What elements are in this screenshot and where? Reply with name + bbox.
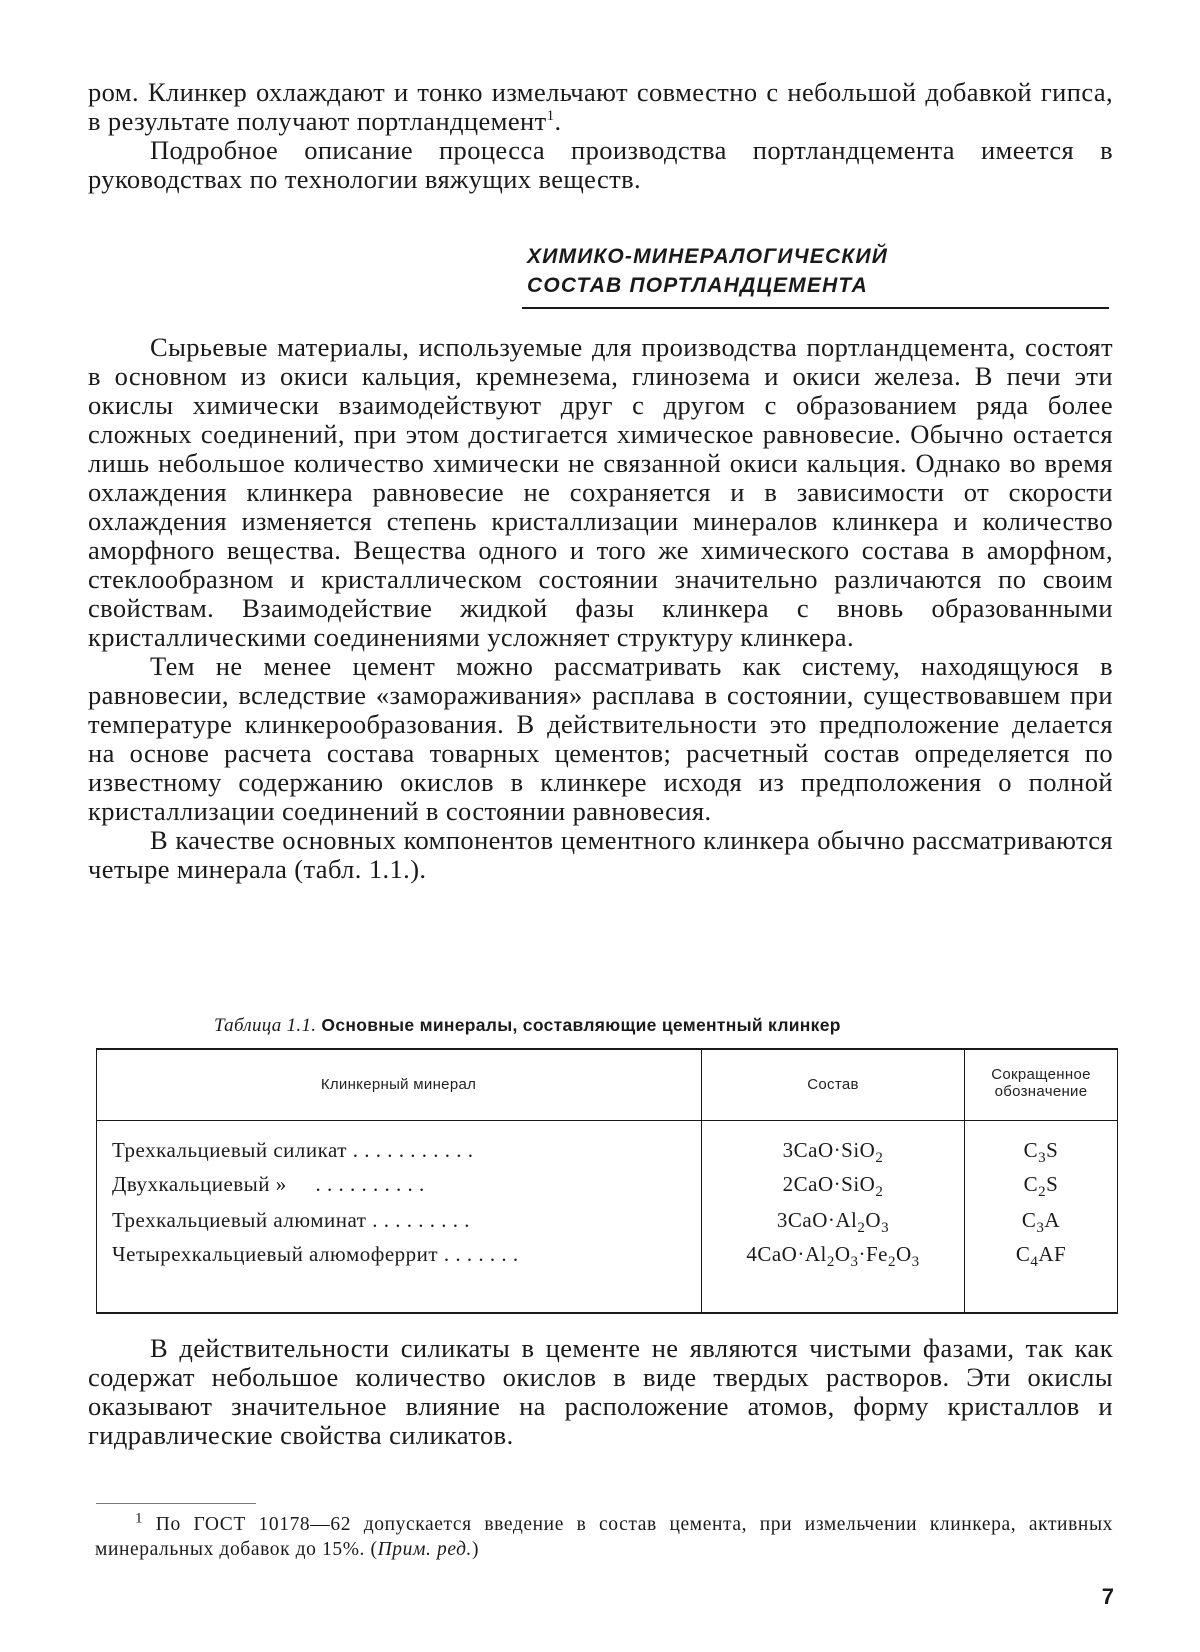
body-paragraph-2: Тем не менее цемент можно рассматривать как систему, находящуюся в равновесии, вследствие «замораживания» расплава в состоянии, существовавшем при температуре клинкерообразования. В действительности это предположение делается на основе расчета состава товарных цементов; расчетный состав определяется по известному содержанию окислов в клинкере исходя из предположения о полной кристаллизации соединений в состоянии равновесия. [88,651,1113,826]
header-composition: Состав [807,1076,859,1093]
minerals-table [96,1048,1118,1314]
table-row-abbreviation: $C_4AF$ [1015,1242,1067,1271]
table-row-abbreviation: $C_3S$ [1023,1138,1059,1167]
after-paragraph-1: В действительности силикаты в цементе не являются чистыми фазами, так как содержат небольшое количество окислов в виде твердых растворов. Эти окислы оказывают значительное влияние на расположение атомов, форму кристаллов и гидравлические свойства силикатов. [88,1333,1113,1450]
footnote-ref: 1 [546,108,555,125]
header-abbreviation-line-2: обозначение [994,1083,1088,1100]
header-abbreviation [965,1066,1117,1100]
table-row-mineral: Трехкальциевый алюминат . . . . . . . . . [112,1208,470,1232]
footnote-italic: Прим. ред. [377,1539,473,1560]
body-paragraph-1: Сырьевые материалы, используемые для производства портландцемента, состоят в основном из окиси кальция, кремнезема, глинозема и окиси железа. В печи эти окислы химически взаимодействуют друг с другом с образованием ряда более сложных соединений, при этом достигается химическое равновесие. Обычно остается лишь небольшое количество химически не связанной окиси кальция. Однако во время охлаждения клинкера равновесие не сохраняется и в зависимости от скорости охлаждения изменяется степень кристаллизации минералов клинкера и количество аморфного вещества. Вещества одного и того же химического состава в аморфном, стеклообразном и кристаллическом состоянии значительно различаются по своим свойствам. Взаимодействие жидкой фазы клинкера с вновь образованными кристаллическими соединениями усложняет структуру клинкера. [88,332,1113,652]
heading-underline [522,307,1109,309]
body-paragraph-3: В качестве основных компонентов цементного клинкера обычно рассматриваются четыре минерала (табл. 1.1.). [88,825,1113,884]
intro-paragraph-1: ром. Клинкер охлаждают и тонко измельчают совместно с небольшой добавкой гипса, в результате получают портландцемент$^1$. [88,77,1113,136]
header-abbreviation-line-1: Сокращенное [991,1066,1091,1083]
footnote-rule [96,1503,256,1504]
table-row-abbreviation: $C_2S$ [1023,1172,1059,1201]
table-caption-label: Таблица 1.1. [214,1015,317,1036]
after-table-text [88,1334,1113,1450]
intro-paragraph-2: Подробное описание процесса производства портландцемента имеется в руководствах по технологии вяжущих веществ. [88,135,1113,194]
table-right-rule [1117,1048,1118,1314]
table-row-composition: 2CaO·SiO$_2$ [782,1172,884,1201]
table-row-mineral: Четырехкальциевый алюмоферрит . . . . . . . [112,1242,519,1266]
page-number: 7 [1101,1584,1114,1609]
section-body [88,333,1113,884]
header-mineral: Клинкерный минерал [320,1076,477,1093]
footnote: $^1$ По ГОСТ 10178—62 допускается введение в состав цемента, при измельчении клинкера, активных минеральных добавок до 15%. (Прим. ред.) [95,1510,1113,1560]
section-heading-line-2: СОСТАВ ПОРТЛАНДЦЕМЕНТА [527,274,869,297]
section-heading [527,242,888,300]
intro-text [88,78,1113,194]
table-row-mineral: Трехкальциевый силикат . . . . . . . . . . . [112,1138,474,1162]
table-row-abbreviation: $C_3A$ [1021,1208,1061,1237]
footnote-mark: 1 [135,1510,144,1527]
table-caption [214,1013,841,1038]
footnote-text: По ГОСТ 10178—62 допускается введение в состав цемента, при измельчении клинкера, активных минеральных добавок до 15%. ( [95,1514,1113,1560]
table-row-composition: 3CaO·SiO$_2$ [782,1138,884,1167]
table-caption-title: Основные минералы, составляющие цементный клинкер [321,1015,841,1035]
table-row-composition: $4CaO\cdot Al_2O_3\cdot Fe_2O_3$ [746,1242,920,1271]
table-row-mineral: Двухкальциевый » . . . . . . . . . . [112,1172,425,1196]
table-row-composition: $3CaO\cdot Al_2O_3$ [776,1208,890,1237]
section-heading-line-1: ХИМИКО-МИНЕРАЛОГИЧЕСКИЙ [527,245,889,268]
